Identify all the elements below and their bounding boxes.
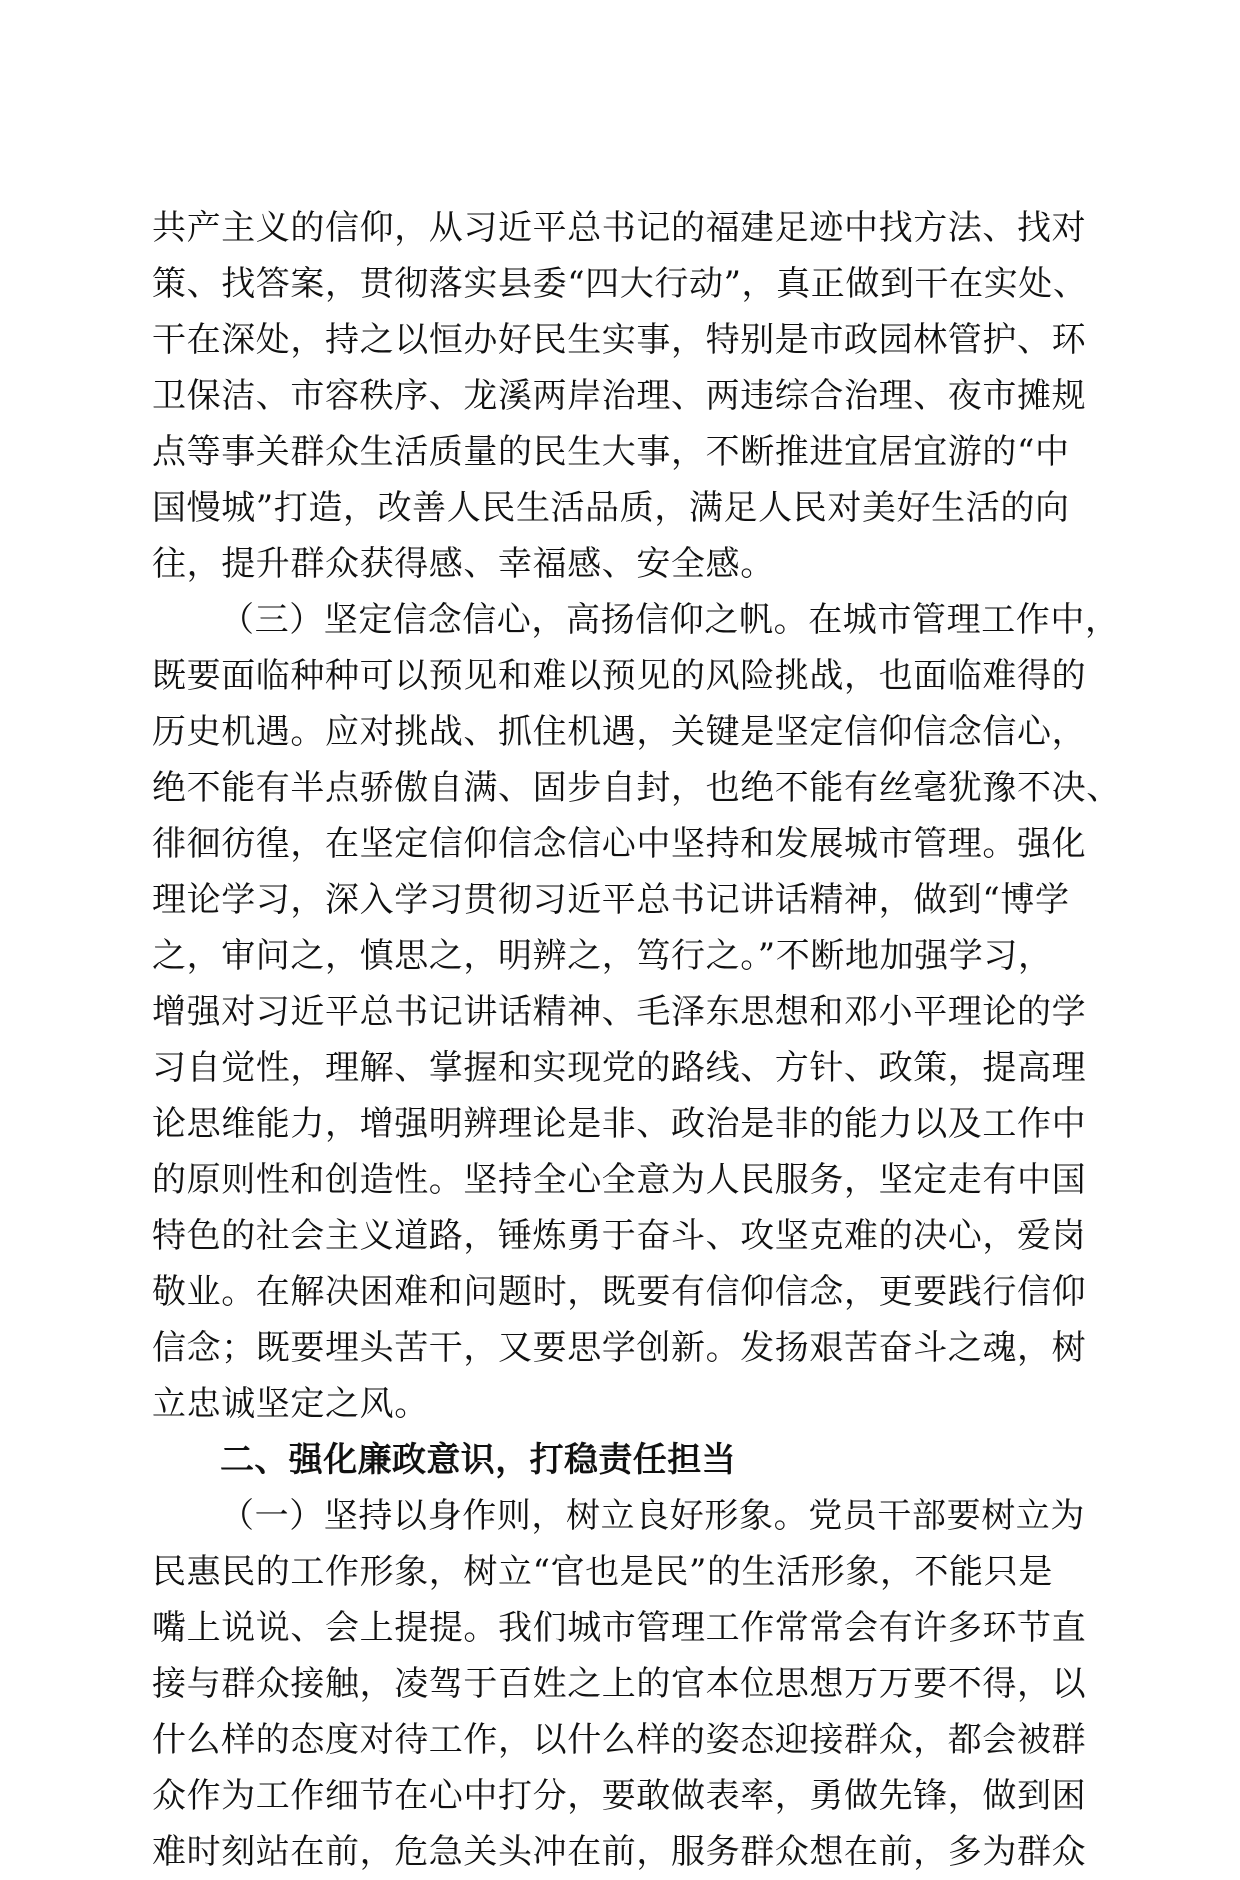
section-heading: 二、强化廉政意识，打稳责任担当 bbox=[220, 1440, 736, 1480]
text-line: 什么样的态度对待工作，以什么样的姿态迎接群众，都会被群 bbox=[152, 1720, 1087, 1760]
text-line: 国慢城”打造，改善人民生活品质，满足人民对美好生活的向 bbox=[152, 488, 1070, 528]
text-line: 信念；既要埋头苦干，又要思学创新。发扬艰苦奋斗之魂，树 bbox=[152, 1328, 1087, 1368]
text-line: 绝不能有半点骄傲自满、固步自封，也绝不能有丝毫犹豫不决、 bbox=[152, 768, 1121, 808]
text-line: 民惠民的工作形象，树立“官也是民”的生活形象，不能只是 bbox=[152, 1552, 1053, 1592]
text-line: 嘴上说说、会上提提。我们城市管理工作常常会有许多环节直 bbox=[152, 1608, 1087, 1648]
text-line: 难时刻站在前，危急关头冲在前，服务群众想在前，多为群众 bbox=[152, 1832, 1087, 1872]
text-line: 接与群众接触，凌驾于百姓之上的官本位思想万万要不得，以 bbox=[152, 1664, 1087, 1704]
text-line: 特色的社会主义道路，锤炼勇于奋斗、攻坚克难的决心，爱岗 bbox=[152, 1216, 1087, 1256]
text-line: 习自觉性，理解、掌握和实现党的路线、方针、政策，提高理 bbox=[152, 1048, 1087, 1088]
text-line: 策、找答案，贯彻落实县委“四大行动”，真正做到干在实处、 bbox=[152, 264, 1088, 304]
text-line: 理论学习，深入学习贯彻习近平总书记讲话精神，做到“博学 bbox=[152, 880, 1070, 920]
text-line: 卫保洁、市容秩序、龙溪两岸治理、两违综合治理、夜市摊规 bbox=[152, 376, 1087, 416]
text-line: 的原则性和创造性。坚持全心全意为人民服务，坚定走有中国 bbox=[152, 1160, 1087, 1200]
paragraph-start-line: （一）坚持以身作则，树立良好形象。党员干部要树立为 bbox=[220, 1496, 1085, 1536]
document-body bbox=[152, 200, 1121, 1880]
text-line: 既要面临种种可以预见和难以预见的风险挑战，也面临难得的 bbox=[152, 656, 1087, 696]
text-line: 干在深处，持之以恒办好民生实事，特别是市政园林管护、环 bbox=[152, 320, 1087, 360]
text-line: 往，提升群众获得感、幸福感、安全感。 bbox=[152, 544, 775, 584]
text-line: 立忠诚坚定之风。 bbox=[152, 1384, 429, 1424]
text-line: 敬业。在解决困难和问题时，既要有信仰信念，更要践行信仰 bbox=[152, 1272, 1087, 1312]
text-line: 历史机遇。应对挑战、抓住机遇，关键是坚定信仰信念信心， bbox=[152, 712, 1087, 752]
text-line: 增强对习近平总书记讲话精神、毛泽东思想和邓小平理论的学 bbox=[152, 992, 1087, 1032]
text-line: 众作为工作细节在心中打分，要敢做表率，勇做先锋，做到困 bbox=[152, 1776, 1087, 1816]
text-line: 点等事关群众生活质量的民生大事，不断推进宜居宜游的“中 bbox=[152, 432, 1070, 472]
text-line: 徘徊彷徨，在坚定信仰信念信心中坚持和发展城市管理。强化 bbox=[152, 824, 1087, 864]
text-line: 共产主义的信仰，从习近平总书记的福建足迹中找方法、找对 bbox=[152, 208, 1087, 248]
text-line: 之，审问之，慎思之，明辨之，笃行之。”不断地加强学习， bbox=[152, 936, 1053, 976]
text-line: 论思维能力，增强明辨理论是非、政治是非的能力以及工作中 bbox=[152, 1104, 1087, 1144]
paragraph-start-line: （三）坚定信念信心，高扬信仰之帆。在城市管理工作中， bbox=[220, 600, 1120, 640]
